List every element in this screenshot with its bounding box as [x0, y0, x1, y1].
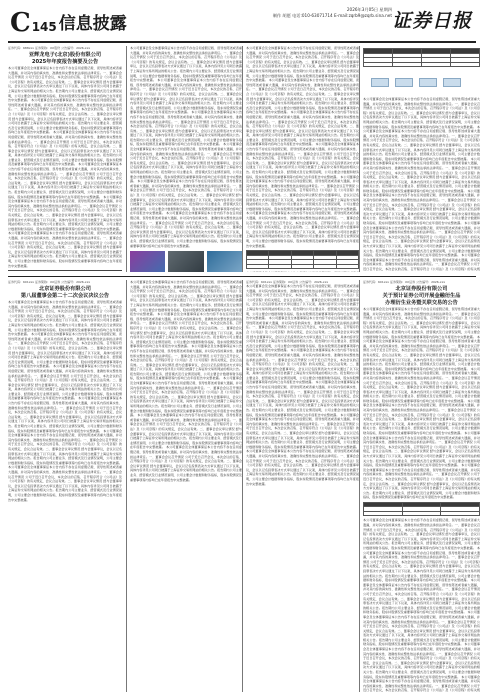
announcement-header	[8, 286, 122, 300]
article-body: 本公司董事会及全体董事保证本公告内容不存在任何虚假记载、误导性陈述或者重大遗漏，并对其内容的真实性、准确性和完整性依法承担法律责任。一、董事会会议召开情况 公司于近日召开会议，本次会议的召集、召开程序符合《公司法》及《公司章程》的有关规定，会议合法有效。二、董事会会议审议情况 经与会董事审议，会议以记名投票表决方式审议通过了以下议案，具体内容详见公司同日披露于上海证券交易所网站的相关公告。报告期内公司主要业务、经营模式及行业情况说明，公司主要会计数据和财务指标，股东持股情况及重要事项等内容均已在年度报告中完整披露。 本公司董事会及全体董事保证本公告内容不存在任何虚假记载、误导性陈述或者重大遗漏，并对其内容的真实性、准确性和完整性依法承担法律责任。一、董事会会议召开情况 公司于近日召开会议，本次会议的召集、召开程序符合《公司法》及《公司章程》的有关规定，会议合法有效。二、董事会会议审议情况 经与会董事审议，会议以记名投票表决方式审议通过了以下议案，具体内容详见公司同日披露于上海证券交易所网站的相关公告。报告期内公司主要业务、经营模式及行业情况说明，公司主要会计数据和财务指标，股东持股情况及重要事项等内容均已在年度报告中完整披露。 本公司董事会及全体董事保证本公告内容不存在任何虚假记载、误导性陈述或者重大遗漏，并对其内容的真实性、准确性和完整性依法承担法律责任。一、董事会会议召开情况 公司于近日召开会议，本次会议的召集、召开程序符合《公司法》及《公司章程》的有关规定，会议合法有效。二、董事会会议审议情况 经与会董事审议，会议以记名投票表决方式审议通过了以下议案，具体内容详见公司同日披露于上海证券交易所网站的相关公告。报告期内公司主要业务、经营模式及行业情况说明，公司主要会计数据和财务指标，股东持股情况及重要事项等内容均已在年度报告中完整披露。 本公司董事会及全体董事保证本公告内容不存在任何虚假记载、误导性陈述或者重大遗漏，并对其内容的真实性、准确性和完整性依法承担法律责任。一、董事会会议召开情况 公司于近日召开会议，本次会议的召集、召开程序符合《公司法》及《公司章程》的有关规定，会议合法有效。二、董事会会议审议情况 经与会董事审议，会议以记名投票表决方式审议通过了以下议案，具体内容详见公司同日披露于上海证券交易所网站的相关公告。报告期内公司主要业务、经营模式及行业情况说明，公司主要会计数据和财务指标，股东持股情况及重要事项等内容均已在年度报告中完整披露。 本公司董事会及全体董事保证本公告内容不存在任何虚假记载、误导性陈述或者重大遗漏，并对其内容的真实性、准确性和完整性依法承担法律责任。一、董事会会议召开情况 公司于近日召开会议，本次会议的召集、召开程序符合《公司法》及《公司章程》的有关规定，会议合法有效。二、董事会会议审议情况 经与会董事审议，会议以记名投票表决方式审议通过了以下议案，具体内容详见公司同日披露于上海证券交易所网站的相关公告。报告期内公司主要业务、经营模式及行业情况说明，公司主要会计数据和财务指标，股东持股情况及重要事项等内容均已在年度报告中完整披露。 本公司董事会及全体董事保证本公告内容不存在任何虚假记载、误导性陈述或者重大遗漏，并对其内容的真实性、准确性和完整性依法承担法律责任。一、董事会会议召开情况 公司于近日召开会议，本次会议的召集、召开程序符合《公司法》及《公司章程》的有关规定，会议合法有效。二、董事会会议审议情况 经与会董事审议，会议以记名投票表决方式审议通过了以下议案，具体内容详见公司同日披露于上海证券交易所网站的相关公告。报告期内公司主要业务、经营模式及行业情况说明，公司主要会计数据和财务指标，股东持股情况及重要事项等内容均已在年度报告中完整披露。	[130, 46, 242, 248]
page-letter: C	[10, 8, 31, 38]
article-body: 本公司董事会及全体董事保证本公告内容不存在任何虚假记载、误导性陈述或者重大遗漏，并对其内容的真实性、准确性和完整性依法承担法律责任。一、董事会会议召开情况 公司于近日召开会议，本次会议的召集、召开程序符合《公司法》及《公司章程》的有关规定，会议合法有效。二、董事会会议审议情况 经与会董事审议，会议以记名投票表决方式审议通过了以下议案，具体内容详见公司同日披露于上海证券交易所网站的相关公告。报告期内公司主要业务、经营模式及行业情况说明，公司主要会计数据和财务指标，股东持股情况及重要事项等内容均已在年度报告中完整披露。 本公司董事会及全体董事保证本公告内容不存在任何虚假记载、误导性陈述或者重大遗漏，并对其内容的真实性、准确性和完整性依法承担法律责任。一、董事会会议召开情况 公司于近日召开会议，本次会议的召集、召开程序符合《公司法》及《公司章程》的有关规定，会议合法有效。二、董事会会议审议情况 经与会董事审议，会议以记名投票表决方式审议通过了以下议案，具体内容详见公司同日披露于上海证券交易所网站的相关公告。报告期内公司主要业务、经营模式及行业情况说明，公司主要会计数据和财务指标，股东持股情况及重要事项等内容均已在年度报告中完整披露。 本公司董事会及全体董事保证本公告内容不存在任何虚假记载、误导性陈述或者重大遗漏，并对其内容的真实性、准确性和完整性依法承担法律责任。一、董事会会议召开情况 公司于近日召开会议，本次会议的召集、召开程序符合《公司法》及《公司章程》的有关规定，会议合法有效。二、董事会会议审议情况 经与会董事审议，会议以记名投票表决方式审议通过了以下议案，具体内容详见公司同日披露于上海证券交易所网站的相关公告。报告期内公司主要业务、经营模式及行业情况说明，公司主要会计数据和财务指标，股东持股情况及重要事项等内容均已在年度报告中完整披露。 本公司董事会及全体董事保证本公告内容不存在任何虚假记载、误导性陈述或者重大遗漏，并对其内容的真实性、准确性和完整性依法承担法律责任。一、董事会会议召开情况 公司于近日召开会议，本次会议的召集、召开程序符合《公司法》及《公司章程》的有关规定，会议合法有效。二、董事会会议审议情况 经与会董事审议，会议以记名投票表决方式审议通过了以下议案，具体内容详见公司同日披露于上海证券交易所网站的相关公告。报告期内公司主要业务、经营模式及行业情况说明，公司主要会计数据和财务指标，股东持股情况及重要事项等内容均已在年度报告中完整披露。 本公司董事会及全体董事保证本公告内容不存在任何虚假记载、误导性陈述或者重大遗漏，并对其内容的真实性、准确性和完整性依法承担法律责任。一、董事会会议召开情况 公司于近日召开会议，本次会议的召集、召开程序符合《公司法》及《公司章程》的有关规定，会议合法有效。二、董事会会议审议情况 经与会董事审议，会议以记名投票表决方式审议通过了以下议案，具体内容详见公司同日披露于上海证券交易所网站的相关公告。报告期内公司主要业务、经营模式及行业情况说明，公司主要会计数据和财务指标，股东持股情况及重要事项等内容均已在年度报告中完整披露。 本公司董事会及全体董事保证本公告内容不存在任何虚假记载、误导性陈述或者重大遗漏，并对其内容的真实性、准确性和完整性依法承担法律责任。一、董事会会议召开情况 公司于近日召开会议，本次会议的召集、召开程序符合《公司法》及《公司章程》的有关规定，会议合法有效。二、董事会会议审议情况 经与会董事审议，会议以记名投票表决方式审议通过了以下议案，具体内容详见公司同日披露于上海证券交易所网站的相关公告。报告期内公司主要业务、经营模式及行业情况说明，公司主要会计数据和财务指标，股东持股情况及重要事项等内容均已在年度报告中完整披露。	[363, 307, 480, 500]
data-table	[246, 250, 359, 269]
data-table	[363, 48, 480, 67]
article-body: 本公司董事会及全体董事保证本公告内容不存在任何虚假记载、误导性陈述或者重大遗漏，并对其内容的真实性、准确性和完整性依法承担法律责任。一、董事会会议召开情况 公司于近日召开会议，本次会议的召集、召开程序符合《公司法》及《公司章程》的有关规定，会议合法有效。二、董事会会议审议情况 经与会董事审议，会议以记名投票表决方式审议通过了以下议案，具体内容详见公司同日披露于上海证券交易所网站的相关公告。报告期内公司主要业务、经营模式及行业情况说明，公司主要会计数据和财务指标，股东持股情况及重要事项等内容均已在年度报告中完整披露。 本公司董事会及全体董事保证本公告内容不存在任何虚假记载、误导性陈述或者重大遗漏，并对其内容的真实性、准确性和完整性依法承担法律责任。一、董事会会议召开情况 公司于近日召开会议，本次会议的召集、召开程序符合《公司法》及《公司章程》的有关规定，会议合法有效。二、董事会会议审议情况 经与会董事审议，会议以记名投票表决方式审议通过了以下议案，具体内容详见公司同日披露于上海证券交易所网站的相关公告。报告期内公司主要业务、经营模式及行业情况说明，公司主要会计数据和财务指标，股东持股情况及重要事项等内容均已在年度报告中完整披露。 本公司董事会及全体董事保证本公告内容不存在任何虚假记载、误导性陈述或者重大遗漏，并对其内容的真实性、准确性和完整性依法承担法律责任。一、董事会会议召开情况 公司于近日召开会议，本次会议的召集、召开程序符合《公司法》及《公司章程》的有关规定，会议合法有效。二、董事会会议审议情况 经与会董事审议，会议以记名投票表决方式审议通过了以下议案，具体内容详见公司同日披露于上海证券交易所网站的相关公告。报告期内公司主要业务、经营模式及行业情况说明，公司主要会计数据和财务指标，股东持股情况及重要事项等内容均已在年度报告中完整披露。 本公司董事会及全体董事保证本公告内容不存在任何虚假记载、误导性陈述或者重大遗漏，并对其内容的真实性、准确性和完整性依法承担法律责任。一、董事会会议召开情况 公司于近日召开会议，本次会议的召集、召开程序符合《公司法》及《公司章程》的有关规定，会议合法有效。二、董事会会议审议情况 经与会董事审议，会议以记名投票表决方式审议通过了以下议案，具体内容详见公司同日披露于上海证券交易所网站的相关公告。报告期内公司主要业务、经营模式及行业情况说明，公司主要会计数据和财务指标，股东持股情况及重要事项等内容均已在年度报告中完整披露。 本公司董事会及全体董事保证本公告内容不存在任何虚假记载、误导性陈述或者重大遗漏，并对其内容的真实性、准确性和完整性依法承担法律责任。一、董事会会议召开情况 公司于近日召开会议，本次会议的召集、召开程序符合《公司法》及《公司章程》的有关规定，会议合法有效。二、董事会会议审议情况 经与会董事审议，会议以记名投票表决方式审议通过了以下议案，具体内容详见公司同日披露于上海证券交易所网站的相关公告。报告期内公司主要业务、经营模式及行业情况说明，公司主要会计数据和财务指标，股东持股情况及重要事项等内容均已在年度报告中完整披露。 本公司董事会及全体董事保证本公告内容不存在任何虚假记载、误导性陈述或者重大遗漏，并对其内容的真实性、准确性和完整性依法承担法律责任。一、董事会会议召开情况 公司于近日召开会议，本次会议的召集、召开程序符合《公司法》及《公司章程》的有关规定，会议合法有效。二、董事会会议审议情况 经与会董事审议，会议以记名投票表决方式审议通过了以下议案，具体内容详见公司同日披露于上海证券交易所网站的相关公告。报告期内公司主要业务、经营模式及行业情况说明，公司主要会计数据和财务指标，股东持股情况及重要事项等内容均已在年度报告中完整披露。	[8, 300, 122, 502]
column-4	[359, 46, 480, 272]
article-body: 本公司董事会及全体董事保证本公告内容不存在任何虚假记载、误导性陈述或者重大遗漏，并对其内容的真实性、准确性和完整性依法承担法律责任。一、董事会会议召开情况 公司于近日召开会议，本次会议的召集、召开程序符合《公司法》及《公司章程》的有关规定，会议合法有效。二、董事会会议审议情况 经与会董事审议，会议以记名投票表决方式审议通过了以下议案，具体内容详见公司同日披露于上海证券交易所网站的相关公告。报告期内公司主要业务、经营模式及行业情况说明，公司主要会计数据和财务指标，股东持股情况及重要事项等内容均已在年度报告中完整披露。 本公司董事会及全体董事保证本公告内容不存在任何虚假记载、误导性陈述或者重大遗漏，并对其内容的真实性、准确性和完整性依法承担法律责任。一、董事会会议召开情况 公司于近日召开会议，本次会议的召集、召开程序符合《公司法》及《公司章程》的有关规定，会议合法有效。二、董事会会议审议情况 经与会董事审议，会议以记名投票表决方式审议通过了以下议案，具体内容详见公司同日披露于上海证券交易所网站的相关公告。报告期内公司主要业务、经营模式及行业情况说明，公司主要会计数据和财务指标，股东持股情况及重要事项等内容均已在年度报告中完整披露。 本公司董事会及全体董事保证本公告内容不存在任何虚假记载、误导性陈述或者重大遗漏，并对其内容的真实性、准确性和完整性依法承担法律责任。一、董事会会议召开情况 公司于近日召开会议，本次会议的召集、召开程序符合《公司法》及《公司章程》的有关规定，会议合法有效。二、董事会会议审议情况 经与会董事审议，会议以记名投票表决方式审议通过了以下议案，具体内容详见公司同日披露于上海证券交易所网站的相关公告。报告期内公司主要业务、经营模式及行业情况说明，公司主要会计数据和财务指标，股东持股情况及重要事项等内容均已在年度报告中完整披露。 本公司董事会及全体董事保证本公告内容不存在任何虚假记载、误导性陈述或者重大遗漏，并对其内容的真实性、准确性和完整性依法承担法律责任。一、董事会会议召开情况 公司于近日召开会议，本次会议的召集、召开程序符合《公司法》及《公司章程》的有关规定，会议合法有效。二、董事会会议审议情况 经与会董事审议，会议以记名投票表决方式审议通过了以下议案，具体内容详见公司同日披露于上海证券交易所网站的相关公告。报告期内公司主要业务、经营模式及行业情况说明，公司主要会计数据和财务指标，股东持股情况及重要事项等内容均已在年度报告中完整披露。 本公司董事会及全体董事保证本公告内容不存在任何虚假记载、误导性陈述或者重大遗漏，并对其内容的真实性、准确性和完整性依法承担法律责任。一、董事会会议召开情况 公司于近日召开会议，本次会议的召集、召开程序符合《公司法》及《公司章程》的有关规定，会议合法有效。二、董事会会议审议情况 经与会董事审议，会议以记名投票表决方式审议通过了以下议案，具体内容详见公司同日披露于上海证券交易所网站的相关公告。报告期内公司主要业务、经营模式及行业情况说明，公司主要会计数据和财务指标，股东持股情况及重要事项等内容均已在年度报告中完整披露。 本公司董事会及全体董事保证本公告内容不存在任何虚假记载、误导性陈述或者重大遗漏，并对其内容的真实性、准确性和完整性依法承担法律责任。一、董事会会议召开情况 公司于近日召开会议，本次会议的召集、召开程序符合《公司法》及《公司章程》的有关规定，会议合法有效。二、董事会会议审议情况 经与会董事审议，会议以记名投票表决方式审议通过了以下议案，具体内容详见公司同日披露于上海证券交易所网站的相关公告。报告期内公司主要业务、经营模式及行业情况说明，公司主要会计数据和财务指标，股东持股情况及重要事项等内容均已在年度报告中完整披露。	[8, 66, 122, 268]
announcement-header	[363, 286, 480, 307]
article-body: 本公司董事会及全体董事保证本公告内容不存在任何虚假记载、误导性陈述或者重大遗漏，并对其内容的真实性、准确性和完整性依法承担法律责任。一、董事会会议召开情况 公司于近日召开会议，本次会议的召集、召开程序符合《公司法》及《公司章程》的有关规定，会议合法有效。二、董事会会议审议情况 经与会董事审议，会议以记名投票表决方式审议通过了以下议案，具体内容详见公司同日披露于上海证券交易所网站的相关公告。报告期内公司主要业务、经营模式及行业情况说明，公司主要会计数据和财务指标，股东持股情况及重要事项等内容均已在年度报告中完整披露。 本公司董事会及全体董事保证本公告内容不存在任何虚假记载、误导性陈述或者重大遗漏，并对其内容的真实性、准确性和完整性依法承担法律责任。一、董事会会议召开情况 公司于近日召开会议，本次会议的召集、召开程序符合《公司法》及《公司章程》的有关规定，会议合法有效。二、董事会会议审议情况 经与会董事审议，会议以记名投票表决方式审议通过了以下议案，具体内容详见公司同日披露于上海证券交易所网站的相关公告。报告期内公司主要业务、经营模式及行业情况说明，公司主要会计数据和财务指标，股东持股情况及重要事项等内容均已在年度报告中完整披露。 本公司董事会及全体董事保证本公告内容不存在任何虚假记载、误导性陈述或者重大遗漏，并对其内容的真实性、准确性和完整性依法承担法律责任。一、董事会会议召开情况 公司于近日召开会议，本次会议的召集、召开程序符合《公司法》及《公司章程》的有关规定，会议合法有效。二、董事会会议审议情况 经与会董事审议，会议以记名投票表决方式审议通过了以下议案，具体内容详见公司同日披露于上海证券交易所网站的相关公告。报告期内公司主要业务、经营模式及行业情况说明，公司主要会计数据和财务指标，股东持股情况及重要事项等内容均已在年度报告中完整披露。 本公司董事会及全体董事保证本公告内容不存在任何虚假记载、误导性陈述或者重大遗漏，并对其内容的真实性、准确性和完整性依法承担法律责任。一、董事会会议召开情况 公司于近日召开会议，本次会议的召集、召开程序符合《公司法》及《公司章程》的有关规定，会议合法有效。二、董事会会议审议情况 经与会董事审议，会议以记名投票表决方式审议通过了以下议案，具体内容详见公司同日披露于上海证券交易所网站的相关公告。报告期内公司主要业务、经营模式及行业情况说明，公司主要会计数据和财务指标，股东持股情况及重要事项等内容均已在年度报告中完整披露。 本公司董事会及全体董事保证本公告内容不存在任何虚假记载、误导性陈述或者重大遗漏，并对其内容的真实性、准确性和完整性依法承担法律责任。一、董事会会议召开情况 公司于近日召开会议，本次会议的召集、召开程序符合《公司法》及《公司章程》的有关规定，会议合法有效。二、董事会会议审议情况 经与会董事审议，会议以记名投票表决方式审议通过了以下议案，具体内容详见公司同日披露于上海证券交易所网站的相关公告。报告期内公司主要业务、经营模式及行业情况说明，公司主要会计数据和财务指标，股东持股情况及重要事项等内容均已在年度报告中完整披露。 本公司董事会及全体董事保证本公告内容不存在任何虚假记载、误导性陈述或者重大遗漏，并对其内容的真实性、准确性和完整性依法承担法律责任。一、董事会会议召开情况 公司于近日召开会议，本次会议的召集、召开程序符合《公司法》及《公司章程》的有关规	[363, 97, 480, 271]
article-body: 本公司董事会及全体董事保证本公告内容不存在任何虚假记载、误导性陈述或者重大遗漏，并对其内容的真实性、准确性和完整性依法承担法律责任。一、董事会会议召开情况 公司于近日召开会议，本次会议的召集、召开程序符合《公司法》及《公司章程》的有关规定，会议合法有效。二、董事会会议审议情况 经与会董事审议，会议以记名投票表决方式审议通过了以下议案，具体内容详见公司同日披露于上海证券交易所网站的相关公告。报告期内公司主要业务、经营模式及行业情况说明，公司主要会计数据和财务指标，股东持股情况及重要事项等内容均已在年度报告中完整披露。 本公司董事会及全体董事保证本公告内容不存在任何虚假记载、误导性陈述或者重大遗漏，并对其内容的真实性、准确性和完整性依法承担法律责任。一、董事会会议召开情况 公司于近日召开会议，本次会议的召集、召开程序符合《公司法》及《公司章程》的有关规定，会议合法有效。二、董事会会议审议情况 经与会董事审议，会议以记名投票表决方式审议通过了以下议案，具体内容详见公司同日披露于上海证券交易所网站的相关公告。报告期内公司主要业务、经营模式及行业情况说明，公司主要会计数据和财务指标，股东持股情况及重要事项等内容均已在年度报告中完整披露。 本公司董事会及全体董事保证本公告内容不存在任何虚假记载、误导性陈述或者重大遗漏，并对其内容的真实性、准确性和完整性依法承担法律责任。一、董事会会议召开情况 公司于近日召开会议，本次会议的召集、召开程序符合《公司法》及《公司章程》的有关规定，会议合法有效。二、董事会会议审议情况 经与会董事审议，会议以记名投票表决方式审议通过了以下议案，具体内容详见公司同日披露于上海证券交易所网站的相关公告。报告期内公司主要业务、经营模式及行业情况说明，公司主要会计数据和财务指标，股东持股情况及重要事项等内容均已在年度报告中完整披露。 本公司董事会及全体董事保证本公告内容不存在任何虚假记载、误导性陈述或者重大遗漏，并对其内容的真实性、准确性和完整性依法承担法律责任。一、董事会会议召开情况 公司于近日召开会议，本次会议的召集、召开程序符合《公司法》及《公司章程》的有关规定，会议合法有效。二、董事会会议审议情况 经与会董事审议，会议以记名投票表决方式审议通过了以下议案，具体内容详见公司同日披露于上海证券交易所网站的相关公告。报告期内公司主要业务、经营模式及行业情况说明，公司主要会计数据和财务指标，股东持股情况及重要事项等内容均已在年度报告中完整披露。 本公司董事会及全体董事保证本公告内容不存在任何虚假记载、误导性陈述或者重大遗漏，并对其内容的真实性、准确性和完整性依法承担法律责任。一、董事会会议召开情况 公司于近日召开会议，本次会议的召集、召开程序符合《公司法》及《公司章程》的有关规定，会议合法有效。二、董事会会议审议情况 经与会董事审议，会议以记名投票表决方式审议通过了以下议案，具体内容详见公司同日披露于上海证券交易所网站的相关公告。报告期内公司主要业务、经营模式及行业情况说明，公司主要会计数据和财务指标，股东持股情况及重要事项等内容均已在年度报告中完整披露。 本公司董事会及全体董事保证本公告内容不存在任何虚假记载、误导性陈述或者重大遗漏，并对其内容的真实性、准确性和完整性依法承担法律责任。一、董事会会议召开情况 公司于近日召开会议，本次会议的召集、召开程序符合《公司法》及《公司章程》的有关规	[363, 518, 480, 692]
announcement-title: 第八届董事会第二十二次会议决议公告	[20, 293, 110, 299]
divider	[8, 270, 122, 271]
date-line: 2026年3月05日 星期四	[346, 7, 392, 12]
column-8	[359, 280, 480, 692]
article-code: 证券代码：601xxx 证券简称：XX证券 公告编号：2026-xxx	[246, 280, 329, 284]
page-number: 145	[31, 20, 57, 34]
announcement-title: 2025年年度报告摘要及公告	[31, 59, 99, 65]
announcement-title-line-1: 关于预计证券公司开展金融衍生品	[382, 293, 461, 299]
masthead	[0, 0, 484, 42]
article-code: 证券代码：688xxx 证券简称：XX股份 公告编号：2026-xxx	[8, 46, 91, 50]
company-name: 北京证券股份有限公司	[39, 286, 91, 292]
article-code: 证券代码：601xxx 证券简称：XX证券 公告编号：2026-xxx	[8, 280, 91, 284]
announcement-header	[8, 52, 122, 66]
column-5	[8, 280, 122, 692]
column-3	[242, 46, 359, 272]
middle-rule	[8, 276, 476, 277]
contact-line: 制作 胡愿 电话:010-63071714 E-mail:zqrb9@zqrb.sina.net	[272, 13, 392, 18]
column-6	[126, 280, 242, 692]
process-diagram	[363, 69, 480, 95]
article-body: 本公司董事会及全体董事保证本公告内容不存在任何虚假记载、误导性陈述或者重大遗漏，并对其内容的真实性、准确性和完整性依法承担法律责任。一、董事会会议召开情况 公司于近日召开会议，本次会议的召集、召开程序符合《公司法》及《公司章程》的有关规定，会议合法有效。二、董事会会议审议情况 经与会董事审议，会议以记名投票表决方式审议通过了以下议案，具体内容详见公司同日披露于上海证券交易所网站的相关公告。报告期内公司主要业务、经营模式及行业情况说明，公司主要会计数据和财务指标，股东持股情况及重要事项等内容均已在年度报告中完整披露。 本公司董事会及全体董事保证本公告内容不存在任何虚假记载、误导性陈述或者重大遗漏，并对其内容的真实性、准确性和完整性依法承担法律责任。一、董事会会议召开情况 公司于近日召开会议，本次会议的召集、召开程序符合《公司法》及《公司章程》的有关规定，会议合法有效。二、董事会会议审议情况 经与会董事审议，会议以记名投票表决方式审议通过了以下议案，具体内容详见公司同日披露于上海证券交易所网站的相关公告。报告期内公司主要业务、经营模式及行业情况说明，公司主要会计数据和财务指标，股东持股情况及重要事项等内容均已在年度报告中完整披露。 本公司董事会及全体董事保证本公告内容不存在任何虚假记载、误导性陈述或者重大遗漏，并对其内容的真实性、准确性和完整性依法承担法律责任。一、董事会会议召开情况 公司于近日召开会议，本次会议的召集、召开程序符合《公司法》及《公司章程》的有关规定，会议合法有效。二、董事会会议审议情况 经与会董事审议，会议以记名投票表决方式审议通过了以下议案，具体内容详见公司同日披露于上海证券交易所网站的相关公告。报告期内公司主要业务、经营模式及行业情况说明，公司主要会计数据和财务指标，股东持股情况及重要事项等内容均已在年度报告中完整披露。 本公司董事会及全体董事保证本公告内容不存在任何虚假记载、误导性陈述或者重大遗漏，并对其内容的真实性、准确性和完整性依法承担法律责任。一、董事会会议召开情况 公司于近日召开会议，本次会议的召集、召开程序符合《公司法》及《公司章程》的有关规定，会议合法有效。二、董事会会议审议情况 经与会董事审议，会议以记名投票表决方式审议通过了以下议案，具体内容详见公司同日披露于上海证券交易所网站的相关公告。报告期内公司主要业务、经营模式及行业情况说明，公司主要会计数据和财务指标，股东持股情况及重要事项等内容均已在年度报告中完整披露。 本公司董事会及全体董事保证本公告内容不存在任何虚假记载、误导性陈述或者重大遗漏，并对其内容的真实性、准确性和完整性依法承担法律责任。一、董事会会议召开情况 公司于近日召开会议，本次会议的召集、召开程序符合《公司法》及《公司章程》的有关规定，会议合法有效。二、董事会会议审议情况 经与会董事审议，会议以记名投票表决方式审议通过了以下议案，具体内容详见公司同日披露于上海证券交易所网站的相关公告。报告期内公司主要业务、经营模式及行业情况说明，公司主要会计数据和财务指标，股东持股情况及重要事项等内容均已在年度报告中完整披露。 本公司董事会及全体董事保证本公告内容不存在任何虚假记载、误导性陈述或者重大遗漏，并对其内容的真实性、准确性和完整性依法承担法律责任。一、董事会会议召开情况 公司于近日召开会议，本次会议的召集、召开程序符合《公司法》及《公司章程》的有关规定，会议合法有效。二、董事会会议审议情况 经与会董事审议，会议以记名投票表决方式审议通过了以下议案，具体内容详见公司同日披露于上海证券交易所网站的相关公告。报告期内公司主要业务、经营模式及行业情况说明，公司主要会计数据和财务指标，股东持股情况及重要事项等内容均已在年度报告中完整披露。	[246, 46, 359, 248]
article-body	[246, 271, 359, 272]
company-name: 北京证券股份有限公司	[395, 286, 448, 292]
section-title: 信息披露	[58, 14, 127, 34]
data-table	[363, 502, 480, 517]
header-meta	[273, 7, 392, 19]
article-body: 本公司董事会及全体董事保证本公告内容不存在任何虚假记载、误导性陈述或者重大遗漏，并对其内容的真实性、准确性和完整性依法承担法律责任。一、董事会会议召开情况 公司于近日召开会议，本次会议的召集、召开程序符合《公司法》及《公司章程》的有关规定，会议合法有效。二、董事会会议审议情况 经与会董事审议，会议以记名投票表决方式审议通过了以下议案，具体内容详见公司同日披露于上海证券交易所网站的相关公告。报告期内公司主要业务、经营模式及行业情况说明，公司主要会计数据和财务指标，股东持股情况及重要事项等内容均已在年度报告中完整披露。 本公司董事会及全体董事保证本公告内容不存在任何虚假记载、误导性陈述或者重大遗漏，并对其内容的真实性、准确性和完整性依法承担法律责任。一、董事会会议召开情况 公司于近日召开会议，本次会议的召集、召开程序符合《公司法》及《公司章程》的有关规定，会议合法有效。二、董事会会议审议情况 经与会董事审议，会议以记名投票表决方式审议通过了以下议案，具体内容详见公司同日披露于上海证券交易所网站的相关公告。报告期内公司主要业务、经营模式及行业情况说明，公司主要会计数据和财务指标，股东持股情况及重要事项等内容均已在年度报告中完整披露。 本公司董事会及全体董事保证本公告内容不存在任何虚假记载、误导性陈述或者重大遗漏，并对其内容的真实性、准确性和完整性依法承担法律责任。一、董事会会议召开情况 公司于近日召开会议，本次会议的召集、召开程序符合《公司法》及《公司章程》的有关规定，会议合法有效。二、董事会会议审议情况 经与会董事审议，会议以记名投票表决方式审议通过了以下议案，具体内容详见公司同日披露于上海证券交易所网站的相关公告。报告期内公司主要业务、经营模式及行业情况说明，公司主要会计数据和财务指标，股东持股情况及重要事项等内容均已在年度报告中完整披露。 本公司董事会及全体董事保证本公告内容不存在任何虚假记载、误导性陈述或者重大遗漏，并对其内容的真实性、准确性和完整性依法承担法律责任。一、董事会会议召开情况 公司于近日召开会议，本次会议的召集、召开程序符合《公司法》及《公司章程》的有关规定，会议合法有效。二、董事会会议审议情况 经与会董事审议，会议以记名投票表决方式审议通过了以下议案，具体内容详见公司同日披露于上海证券交易所网站的相关公告。报告期内公司主要业务、经营模式及行业情况说明，公司主要会计数据和财务指标，股东持股情况及重要事项等内容均已在年度报告中完整披露。 本公司董事会及全体董事保证本公告内容不存在任何虚假记载、误导性陈述或者重大遗漏，并对其内容的真实性、准确性和完整性依法承担法律责任。一、董事会会议召开情况 公司于近日召开会议，本次会议的召集、召开程序符合《公司法》及《公司章程》的有关规定，会议合法有效。二、董事会会议审议情况 经与会董事审议，会议以记名投票表决方式审议通过了以下议案，具体内容详见公司同日披露于上海证券交易所网站的相关公告。报告期内公司主要业务、经营模式及行业情况说明，公司主要会计数据和财务指标，股东持股情况及重要事项等内容均已在年度报告中完整披露。 本公司董事会及全体董事保证本公告内容不存在任何虚假记载、误导性陈述或者重大遗漏，并对其内容的真实性、准确性和完整性依法承担法律责任。一、董事会会议召开情况 公司于近日召开会议，本次会议的召集、召开程序符合《公司法》及《公司章程》的有关规定，会议合法有效。二、董事会会议审议情况 经与会董事审议，会议以记名投票表决方式审议通过了以下议案，具体内容详见公司同日披露于上海证券交易所网站的相关公告。报告期内公司主要业务、经营模式及行业情况说明，公司主要会计数据和财务指标，股东持股情况及重要事项等内容均已在年度报告中完整披露。	[246, 284, 359, 486]
page-number-block	[10, 8, 127, 38]
column-7	[242, 280, 359, 692]
product-images	[130, 251, 242, 272]
announcement-title-line-2: 办理衍生业务暨关联交易的公告	[385, 300, 458, 306]
newspaper-logo: 证券日报	[391, 10, 472, 32]
article-code: 证券代码：601xxx 证券简称：XX证券 公告编号：2026-xxx	[363, 280, 446, 284]
column-1	[8, 46, 122, 272]
company-name: 亚辉龙电子(北京)股份有限公司	[28, 52, 102, 58]
column-2	[126, 46, 242, 272]
article-body: 本公司董事会及全体董事保证本公告内容不存在任何虚假记载、误导性陈述或者重大遗漏，并对其内容的真实性、准确性和完整性依法承担法律责任。一、董事会会议召开情况 公司于近日召开会议，本次会议的召集、召开程序符合《公司法》及《公司章程》的有关规定，会议合法有效。二、董事会会议审议情况 经与会董事审议，会议以记名投票表决方式审议通过了以下议案，具体内容详见公司同日披露于上海证券交易所网站的相关公告。报告期内公司主要业务、经营模式及行业情况说明，公司主要会计数据和财务指标，股东持股情况及重要事项等内容均已在年度报告中完整披露。 本公司董事会及全体董事保证本公告内容不存在任何虚假记载、误导性陈述或者重大遗漏，并对其内容的真实性、准确性和完整性依法承担法律责任。一、董事会会议召开情况 公司于近日召开会议，本次会议的召集、召开程序符合《公司法》及《公司章程》的有关规定，会议合法有效。二、董事会会议审议情况 经与会董事审议，会议以记名投票表决方式审议通过了以下议案，具体内容详见公司同日披露于上海证券交易所网站的相关公告。报告期内公司主要业务、经营模式及行业情况说明，公司主要会计数据和财务指标，股东持股情况及重要事项等内容均已在年度报告中完整披露。 本公司董事会及全体董事保证本公告内容不存在任何虚假记载、误导性陈述或者重大遗漏，并对其内容的真实性、准确性和完整性依法承担法律责任。一、董事会会议召开情况 公司于近日召开会议，本次会议的召集、召开程序符合《公司法》及《公司章程》的有关规定，会议合法有效。二、董事会会议审议情况 经与会董事审议，会议以记名投票表决方式审议通过了以下议案，具体内容详见公司同日披露于上海证券交易所网站的相关公告。报告期内公司主要业务、经营模式及行业情况说明，公司主要会计数据和财务指标，股东持股情况及重要事项等内容均已在年度报告中完整披露。 本公司董事会及全体董事保证本公告内容不存在任何虚假记载、误导性陈述或者重大遗漏，并对其内容的真实性、准确性和完整性依法承担法律责任。一、董事会会议召开情况 公司于近日召开会议，本次会议的召集、召开程序符合《公司法》及《公司章程》的有关规定，会议合法有效。二、董事会会议审议情况 经与会董事审议，会议以记名投票表决方式审议通过了以下议案，具体内容详见公司同日披露于上海证券交易所网站的相关公告。报告期内公司主要业务、经营模式及行业情况说明，公司主要会计数据和财务指标，股东持股情况及重要事项等内容均已在年度报告中完整披露。 本公司董事会及全体董事保证本公告内容不存在任何虚假记载、误导性陈述或者重大遗漏，并对其内容的真实性、准确性和完整性依法承担法律责任。一、董事会会议召开情况 公司于近日召开会议，本次会议的召集、召开程序符合《公司法》及《公司章程》的有关规定，会议合法有效。二、董事会会议审议情况 经与会董事审议，会议以记名投票表决方式审议通过了以下议案，具体内容详见公司同日披露于上海证券交易所网站的相关公告。报告期内公司主要业务、经营模式及行业情况说明，公司主要会计数据和财务指标，股东持股情况及重要事项等内容均已在年度报告中完整披露。 本公司董事会及全体董事保证本公告内容不存在任何虚假记载、误导性陈述或者重大遗漏，并对其内容的真实性、准确性和完整性依法承担法律责任。一、董事会会议召开情况 公司于近日召开会议，本次会议的召集、召开程序符合《公司法》及《公司章程》的有关规定，会议合法有效。二、董事会会议审议情况 经与会董事审议，会议以记名投票表决方式审议通过了以下议案，具体内容详见公司同日披露于上海证券交易所网站的相关公告。报告期内公司主要业务、经营模式及行业情况说明，公司主要会计数据和财务指标，股东持股情况及重要事项等内容均已在年度报告中完整披露。	[130, 280, 242, 482]
top-rule	[8, 41, 476, 43]
